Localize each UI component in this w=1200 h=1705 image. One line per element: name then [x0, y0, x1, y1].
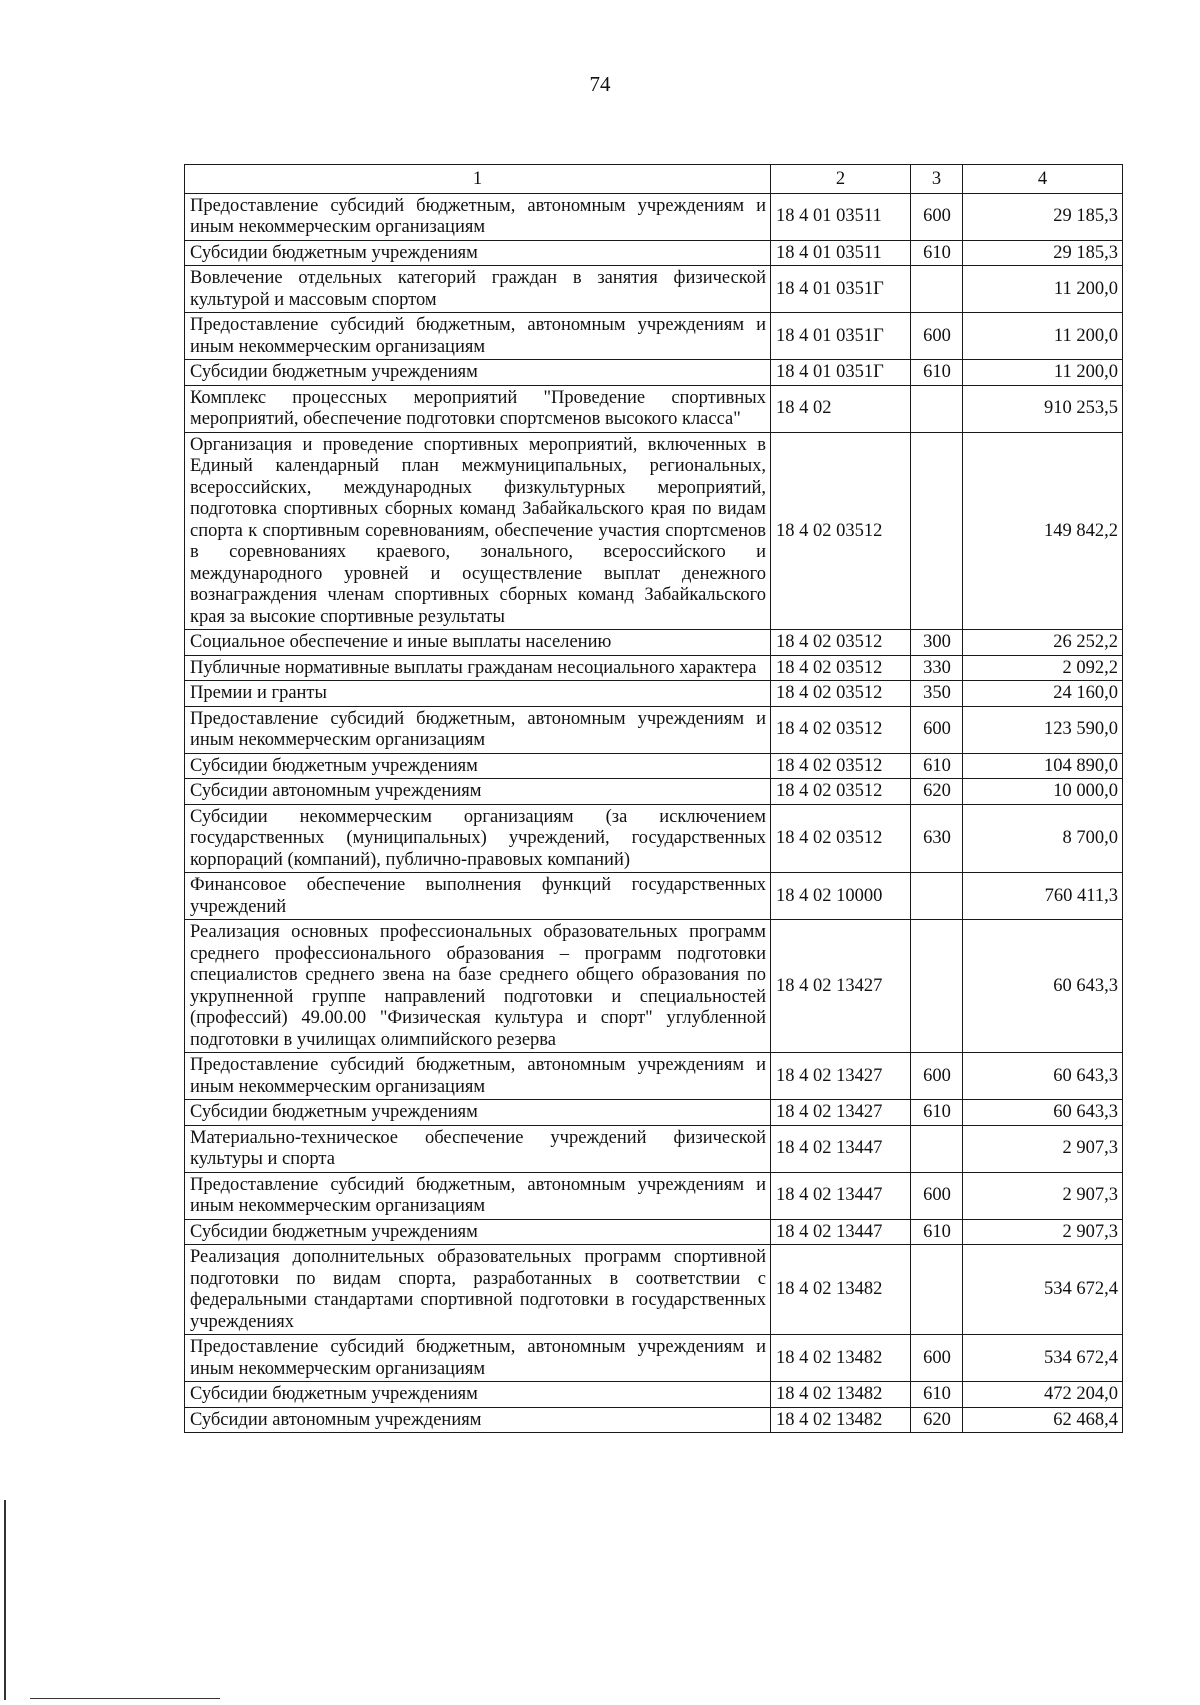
scan-margin-line	[4, 1500, 6, 1700]
table-header	[185, 165, 1123, 194]
row-type-cell: 600	[911, 1172, 963, 1219]
table-row	[185, 1335, 1123, 1382]
table-row	[185, 1125, 1123, 1172]
row-type-cell: 300	[911, 630, 963, 656]
row-sum-cell: 11 200,0	[963, 266, 1123, 313]
row-code-cell: 18 4 02	[771, 385, 911, 432]
row-name-cell: Вовлечение отдельных категорий граждан в занятия физической культурой и массовым спортом	[185, 266, 771, 313]
row-code-cell: 18 4 02 13447	[771, 1219, 911, 1245]
row-type-cell: 350	[911, 681, 963, 707]
row-type-cell	[911, 385, 963, 432]
row-sum-cell: 2 907,3	[963, 1219, 1123, 1245]
row-code-cell: 18 4 02 03512	[771, 706, 911, 753]
row-sum-cell: 2 092,2	[963, 655, 1123, 681]
row-type-cell: 610	[911, 1382, 963, 1408]
row-code-cell: 18 4 02 03512	[771, 779, 911, 805]
row-type-cell	[911, 873, 963, 920]
row-name-cell: Предоставление субсидий бюджетным, автономным учреждениям и иным некоммерческим организациям	[185, 706, 771, 753]
row-name-cell: Предоставление субсидий бюджетным, автономным учреждениям и иным некоммерческим организациям	[185, 1053, 771, 1100]
row-type-cell: 610	[911, 753, 963, 779]
row-sum-cell: 123 590,0	[963, 706, 1123, 753]
row-code-cell: 18 4 01 0351Г	[771, 266, 911, 313]
row-sum-cell: 29 185,3	[963, 193, 1123, 240]
table-row	[185, 240, 1123, 266]
row-sum-cell: 472 204,0	[963, 1382, 1123, 1408]
row-sum-cell: 10 000,0	[963, 779, 1123, 805]
table-row	[185, 1100, 1123, 1126]
row-type-cell: 600	[911, 193, 963, 240]
row-name-cell: Реализация основных профессиональных образовательных программ среднего профессионального образования – программ подготовки специалистов среднего звена на базе среднего общего образования по укрупненной группе направлений подготовки и специальностей (профессий) 49.00.00 "Физическая культура и спорт" углубленной подготовки в училищах олимпийского резерва	[185, 920, 771, 1053]
table-row	[185, 1053, 1123, 1100]
row-code-cell: 18 4 02 03512	[771, 655, 911, 681]
row-name-cell: Предоставление субсидий бюджетным, автономным учреждениям и иным некоммерческим организациям	[185, 193, 771, 240]
header-col-3: 3	[911, 165, 963, 194]
row-name-cell: Комплекс процессных мероприятий "Проведение спортивных мероприятий, обеспечение подготовки спортсменов высокого класса"	[185, 385, 771, 432]
row-type-cell: 610	[911, 240, 963, 266]
row-code-cell: 18 4 01 0351Г	[771, 360, 911, 386]
row-name-cell: Предоставление субсидий бюджетным, автономным учреждениям и иным некоммерческим организациям	[185, 313, 771, 360]
row-name-cell: Субсидии бюджетным учреждениям	[185, 1100, 771, 1126]
row-code-cell: 18 4 02 13482	[771, 1335, 911, 1382]
row-code-cell: 18 4 02 13447	[771, 1172, 911, 1219]
row-sum-cell: 60 643,3	[963, 1100, 1123, 1126]
row-type-cell	[911, 920, 963, 1053]
row-name-cell: Социальное обеспечение и иные выплаты населению	[185, 630, 771, 656]
row-type-cell	[911, 266, 963, 313]
header-col-2: 2	[771, 165, 911, 194]
table-row	[185, 804, 1123, 873]
row-name-cell: Субсидии автономным учреждениям	[185, 779, 771, 805]
row-sum-cell: 910 253,5	[963, 385, 1123, 432]
row-name-cell: Субсидии автономным учреждениям	[185, 1407, 771, 1433]
table-row	[185, 385, 1123, 432]
row-type-cell	[911, 1245, 963, 1335]
row-code-cell: 18 4 02 13427	[771, 1053, 911, 1100]
row-sum-cell: 60 643,3	[963, 1053, 1123, 1100]
row-code-cell: 18 4 02 03512	[771, 432, 911, 630]
row-type-cell: 600	[911, 1053, 963, 1100]
row-sum-cell: 29 185,3	[963, 240, 1123, 266]
table-row	[185, 1219, 1123, 1245]
row-type-cell: 610	[911, 1100, 963, 1126]
table-body	[185, 193, 1123, 1433]
row-type-cell	[911, 1125, 963, 1172]
table-row	[185, 1407, 1123, 1433]
row-name-cell: Премии и гранты	[185, 681, 771, 707]
table-row	[185, 360, 1123, 386]
table-row	[185, 630, 1123, 656]
row-code-cell: 18 4 02 13427	[771, 1100, 911, 1126]
row-name-cell: Субсидии бюджетным учреждениям	[185, 1219, 771, 1245]
table-row	[185, 681, 1123, 707]
row-name-cell: Субсидии бюджетным учреждениям	[185, 753, 771, 779]
row-code-cell: 18 4 02 03512	[771, 753, 911, 779]
row-type-cell: 600	[911, 706, 963, 753]
row-sum-cell: 104 890,0	[963, 753, 1123, 779]
row-type-cell: 330	[911, 655, 963, 681]
table-row	[185, 920, 1123, 1053]
row-name-cell: Материально-техническое обеспечение учреждений физической культуры и спорта	[185, 1125, 771, 1172]
table-row	[185, 779, 1123, 805]
row-code-cell: 18 4 01 03511	[771, 240, 911, 266]
row-name-cell: Предоставление субсидий бюджетным, автономным учреждениям и иным некоммерческим организациям	[185, 1335, 771, 1382]
row-sum-cell: 2 907,3	[963, 1125, 1123, 1172]
table-row	[185, 313, 1123, 360]
scan-bottom-line	[30, 1698, 220, 1699]
row-sum-cell: 149 842,2	[963, 432, 1123, 630]
row-code-cell: 18 4 02 10000	[771, 873, 911, 920]
row-name-cell: Финансовое обеспечение выполнения функций государственных учреждений	[185, 873, 771, 920]
row-sum-cell: 534 672,4	[963, 1245, 1123, 1335]
table-row	[185, 1172, 1123, 1219]
table-row	[185, 753, 1123, 779]
row-name-cell: Предоставление субсидий бюджетным, автономным учреждениям и иным некоммерческим организациям	[185, 1172, 771, 1219]
row-sum-cell: 8 700,0	[963, 804, 1123, 873]
row-sum-cell: 60 643,3	[963, 920, 1123, 1053]
row-code-cell: 18 4 02 13447	[771, 1125, 911, 1172]
row-code-cell: 18 4 02 03512	[771, 630, 911, 656]
row-code-cell: 18 4 02 03512	[771, 804, 911, 873]
row-sum-cell: 2 907,3	[963, 1172, 1123, 1219]
row-sum-cell: 11 200,0	[963, 313, 1123, 360]
row-name-cell: Публичные нормативные выплаты гражданам несоциального характера	[185, 655, 771, 681]
row-type-cell: 610	[911, 1219, 963, 1245]
budget-table	[184, 164, 1123, 1433]
page-number: 74	[589, 72, 611, 96]
row-type-cell: 600	[911, 313, 963, 360]
row-type-cell	[911, 432, 963, 630]
row-name-cell: Организация и проведение спортивных мероприятий, включенных в Единый календарный план межмуниципальных, региональных, всероссийских, международных физкультурных мероприятий, подготовка спортивных сборных команд Забайкальского края по видам спорта к спортивным соревнованиям, обеспечение участия спортсменов в соревнованиях краевого, зонального, всероссийского и международного уровней и осуществление выплат денежного вознаграждения членам спортивных сборных команд Забайкальского края за высокие спортивные результаты	[185, 432, 771, 630]
table-row	[185, 706, 1123, 753]
row-code-cell: 18 4 02 13482	[771, 1407, 911, 1433]
table-row	[185, 1382, 1123, 1408]
row-sum-cell: 26 252,2	[963, 630, 1123, 656]
table-row	[185, 1245, 1123, 1335]
row-sum-cell: 760 411,3	[963, 873, 1123, 920]
row-name-cell: Субсидии бюджетным учреждениям	[185, 360, 771, 386]
row-name-cell: Субсидии бюджетным учреждениям	[185, 1382, 771, 1408]
row-code-cell: 18 4 01 03511	[771, 193, 911, 240]
row-code-cell: 18 4 02 13427	[771, 920, 911, 1053]
row-type-cell: 610	[911, 360, 963, 386]
table-row	[185, 873, 1123, 920]
row-type-cell: 620	[911, 779, 963, 805]
row-type-cell: 630	[911, 804, 963, 873]
header-col-4: 4	[963, 165, 1123, 194]
row-name-cell: Реализация дополнительных образовательных программ спортивной подготовки по видам спорта, разработанных в соответствии с федеральными стандартами спортивной подготовки в государственных учреждениях	[185, 1245, 771, 1335]
row-sum-cell: 11 200,0	[963, 360, 1123, 386]
row-type-cell: 620	[911, 1407, 963, 1433]
row-name-cell: Субсидии бюджетным учреждениям	[185, 240, 771, 266]
row-type-cell: 600	[911, 1335, 963, 1382]
row-name-cell: Субсидии некоммерческим организациям (за исключением государственных (муниципальных) учреждений, государственных корпораций (компаний), публично-правовых компаний)	[185, 804, 771, 873]
row-code-cell: 18 4 01 0351Г	[771, 313, 911, 360]
table-row	[185, 193, 1123, 240]
row-code-cell: 18 4 02 13482	[771, 1245, 911, 1335]
header-col-1: 1	[185, 165, 771, 194]
row-sum-cell: 62 468,4	[963, 1407, 1123, 1433]
header-row	[185, 165, 1123, 194]
row-code-cell: 18 4 02 03512	[771, 681, 911, 707]
table-row	[185, 655, 1123, 681]
row-sum-cell: 24 160,0	[963, 681, 1123, 707]
row-sum-cell: 534 672,4	[963, 1335, 1123, 1382]
table-row	[185, 432, 1123, 630]
row-code-cell: 18 4 02 13482	[771, 1382, 911, 1408]
table-row	[185, 266, 1123, 313]
